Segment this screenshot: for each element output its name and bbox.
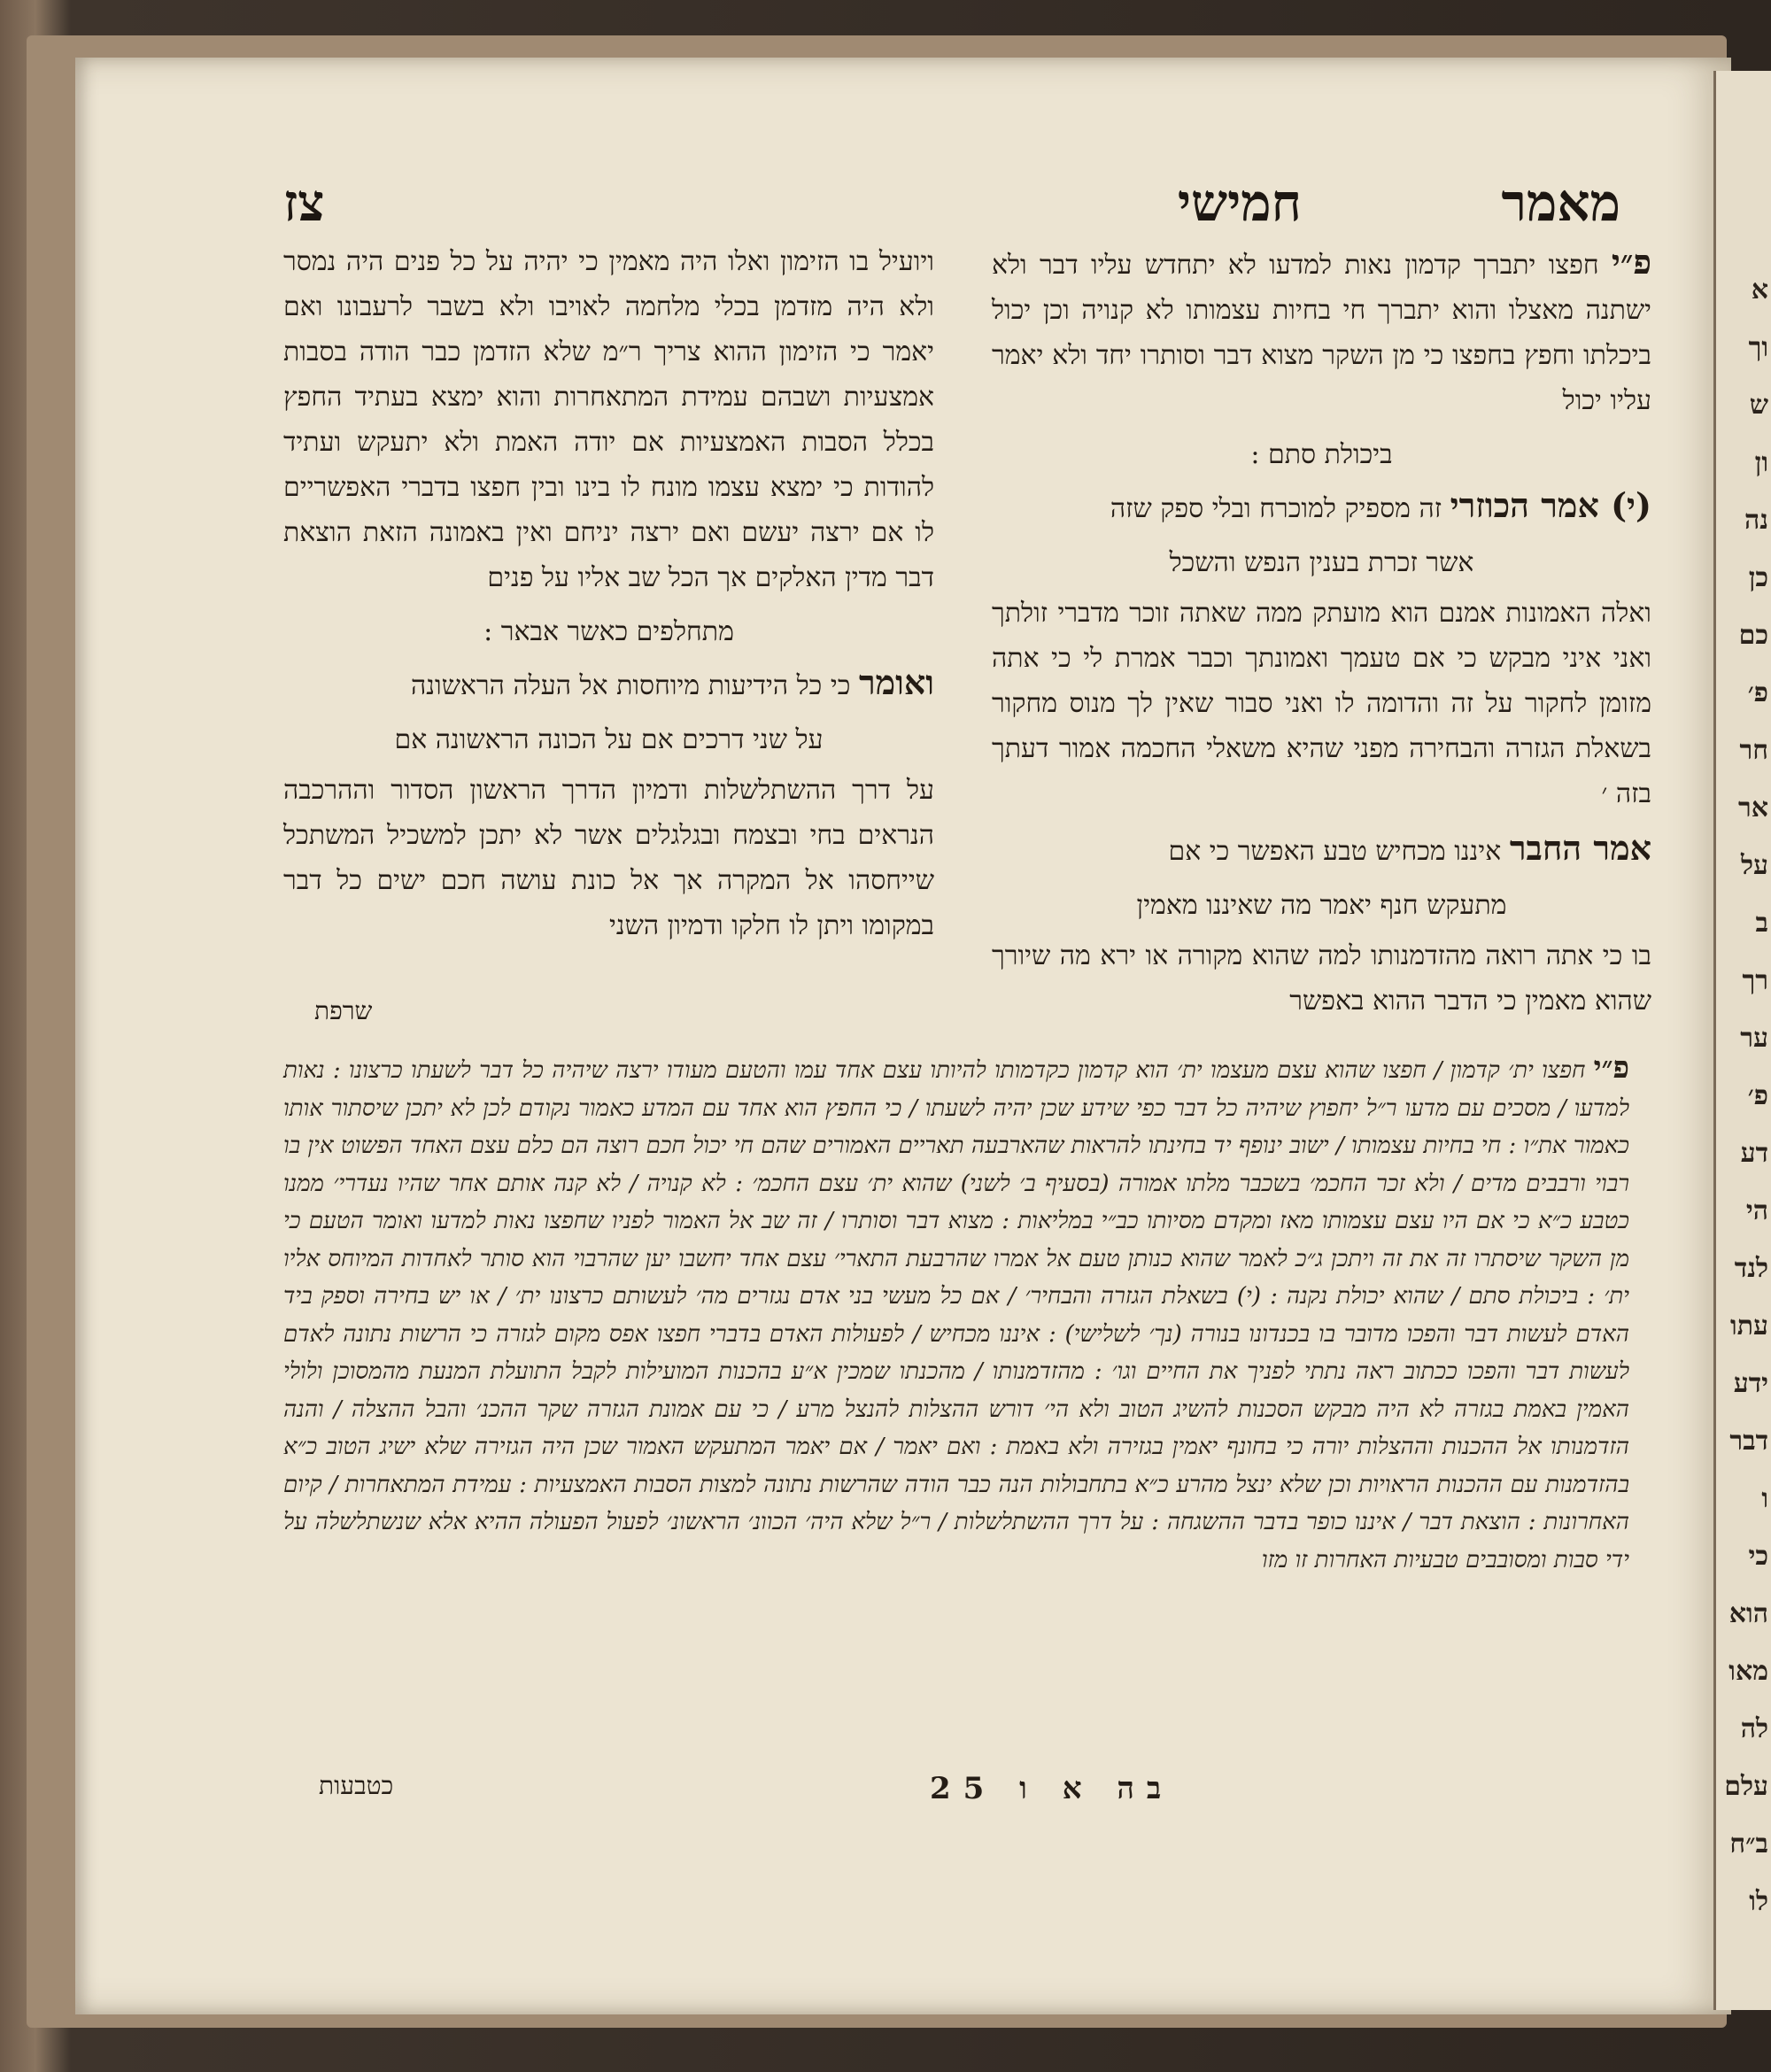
page-number: צז xyxy=(283,173,325,233)
signature-letters: בה א ו xyxy=(1019,1771,1174,1806)
adjacent-page-text: פ׳ xyxy=(1747,677,1768,708)
adjacent-page-text: הוא xyxy=(1728,1598,1768,1629)
paragraph xyxy=(992,825,1651,874)
paragraph xyxy=(992,239,1651,423)
adjacent-page-text: ידע xyxy=(1733,1368,1768,1399)
adjacent-page-text: חר xyxy=(1739,735,1768,766)
paragraph-continuation: מתעקש חנף יאמר מה שאיננו מאמין xyxy=(1136,890,1507,921)
adjacent-page-text: ון xyxy=(1754,447,1768,478)
signature-mark xyxy=(930,1771,1173,1806)
adjacent-page-text: ב xyxy=(1755,908,1768,939)
adjacent-page-text: לנד xyxy=(1734,1253,1768,1284)
right-text-column xyxy=(992,239,1651,1032)
paragraph-continuation: אשר זכרת בענין הנפש והשכל xyxy=(1169,547,1474,578)
adjacent-page-text: הי xyxy=(1745,1195,1768,1226)
adjacent-page-text: פ׳ xyxy=(1747,1080,1768,1111)
paragraph-end: מתחלפים כאשר אבאר : xyxy=(483,616,734,647)
adjacent-page-text: וך xyxy=(1748,332,1768,363)
header-title-word1: מאמר xyxy=(1501,173,1620,233)
adjacent-page-text: מאו xyxy=(1728,1656,1768,1687)
running-header xyxy=(283,173,1620,235)
adjacent-page-text: עלם xyxy=(1724,1771,1768,1802)
header-title-word2: חמישי xyxy=(1177,173,1302,233)
adjacent-page-text: לה xyxy=(1740,1713,1768,1744)
adjacent-page-text: כן xyxy=(1748,562,1768,593)
adjacent-page-text: דבר xyxy=(1729,1426,1768,1457)
paragraph-text: חפצו יתברך קדמון נאות למדעו לא יתחדש עליו דבר ולא ישתנה מאצלו והוא יתברך חי בחיות עצמותו לא קנויה וכן יכול ביכלתו וחפץ בחפצו כי מן השקר מצוא דבר וסותרו יחד ולא יאמר עליו יכול xyxy=(992,250,1651,416)
paragraph xyxy=(992,483,1651,531)
adjacent-page-text: ו xyxy=(1761,1483,1768,1514)
left-text-column xyxy=(283,239,934,957)
adjacent-page-fragment xyxy=(1713,71,1771,2010)
adjacent-page-text: דע xyxy=(1740,1138,1768,1169)
paragraph-lead: פ״י xyxy=(1611,242,1651,282)
adjacent-page-text: על xyxy=(1740,850,1768,881)
paragraph-text: בו כי אתה רואה מהזדמנותו למה שהוא מקורה או ירא מה שיורך שהוא מאמין כי הדבר ההוא באפשר xyxy=(992,940,1651,1017)
adjacent-page-text: עתו xyxy=(1730,1310,1768,1341)
adjacent-page-text: לו xyxy=(1749,1886,1768,1917)
adjacent-page-text: ש xyxy=(1749,390,1768,421)
adjacent-page-text: כי xyxy=(1748,1541,1768,1572)
adjacent-page-text: נה xyxy=(1744,505,1768,536)
paragraph-text: זה מספיק למוכרח ובלי ספק שזה xyxy=(1110,493,1442,524)
signature-number: 25 xyxy=(930,1771,997,1806)
adjacent-page-text: כם xyxy=(1738,620,1768,651)
notes-lead: פ״י xyxy=(1593,1050,1629,1086)
paragraph-text: ואלה האמונות אמנם הוא מועתק ממה שאתה זוכר מדברי זולתך ואני איני מבקש כי אם טעמך ואמונתך וכבר אמרת לי כי אתה מזומן לחקור על זה והדומה לו ואני סבור שאין לך מנוס מחקור בשאלת הגזרה והבחירה מפני שהיא משאלי החכמה אמור דעתך בזה ׳ xyxy=(992,598,1651,809)
speaker-heading: (י) אמר הכוזרי xyxy=(1450,485,1651,525)
adjacent-page-text: ער xyxy=(1740,1023,1768,1054)
paragraph-text: ויועיל בו הזימון ואלו היה מאמין כי יהיה על כל פנים היה נמסר ולא היה מזדמן בכלי מלחמה לאויבו ולא בשבר לרעבונו ואם יאמר כי הזימון ההוא צריך ר״מ שלא הזדמן כבר הודה בסבות אמצעיות ושבהם עמידת המתאחרות והוא ימצא בעתיד החפץ בכלל הסבות האמצעיות אם יודה האמת ולא יתעקש ועתיד להודות כי ימצא עצמו מונח לו בינו ובין חפצו בדברי האפשריים לו אם ירצה יעשם ואם ירצה יניחם ואין באמונה הזאת הוצאת דבר מדין האלקים אך הכל שב אליו על פנים xyxy=(283,246,934,593)
speaker-heading: אמר החבר xyxy=(1509,828,1651,868)
paragraph xyxy=(283,660,934,708)
paragraph-continuation: על שני דרכים אם על הכונה הראשונה אם xyxy=(394,724,824,755)
commentary-notes xyxy=(283,1049,1629,1579)
paragraph-text: איננו מכחיש טבע האפשר כי אם xyxy=(1168,836,1502,867)
adjacent-page-text: א xyxy=(1751,274,1768,305)
paragraph-text: על דרך ההשתלשלות ודמיון הדרך הראשון הסדור וההרכבה הנראים בחי ובצמח ובגלגלים אשר לא יתכן למשכיל המשתכל שייחסהו אל המקרה אך אל כונת עושה חכם ישים כל דבר במקומו ויתן לו חלקו ודמיון השני xyxy=(283,775,934,941)
adjacent-page-text: ב״ח xyxy=(1729,1828,1768,1859)
column-catchword: שרפת xyxy=(314,996,373,1025)
notes-text: חפצו ית׳ קדמון / חפצו שהוא עצם מעצמו ית׳ הוא קדמון כקדמותו להיותו עצם אחד עמו והטעם מעודו ירצה שיהיה כל דבר לשעתו כרצונו : נאות למדעו / מסכים עם מדעו ר״ל יחפוץ שיהיה כל דבר כפי שידע שכן יהיה לשעתו / כי החפץ הוא אחד עם המדע כאמור נקודם לכן לא יתכן שיסתור אותו כאמור את״ו : חי בחיות עצמותו / ישוב ינופף יד בחינתו להראות שהארבעה תאריים האמורים שהם חי יכול חכם רוצה הם כלם עצם האחד הפשוט אין בו רבוי ורבבים מדים / ולא זכר החכמ׳ בשכבר מלתו אמורה (בסעיף ב׳ לשני) שהוא ית׳ עצם החכמ׳ : לא קנויה / לא קנה אותם אחר שהיו נעדרי׳ ממנו כטבע כ״א כי אם היו עצם עצמותו מאז ומקדם מסיותו כב״י במליאות : מצוא דבר וסותרו / זה שב אל האמור לפניו שחפצו נאות למדעו ואומר הטעם כי מן השקר שיסתרו זה את זה ויתכן ג״כ לאמר שהוא כנותן טעם אל אמרו שהרבעת התארי׳ עצם אחד יחשבו יען שהרבוי הוא סותר לאחדות המיוחס אליו ית׳ : ביכולת סתם / שהוא יכולת נקנה : (י) בשאלת הגזרה והבחיר׳ / אם כל מעשי בני אדם נגזרים מה׳ לעשותם כרצונו ית׳ / או יש בחירה וספק ביד האדם לעשות דבר והפכו מדובר בו בכנדונו בנורה (נך׳ לשלישי) : איננו מכחיש / לפעולות האדם בדברי חפצו אפס מקום לגזרה כי הרשות נתונה לאדם לעשות דבר והפכו ככתוב ראה נתתי לפניך את החיים וגו׳ : מהזדמנותו / מהכנתו שמכין א״ע בהכנות המועילות לקבל התועלת המנעת מהמסוכן ולולי האמין באמת בגזרה לא היה מבקש הסכנות להשיג הטוב ולא הי׳ דורש ההצלות להנצל מרע / כי עם אמונת הגזרה שקר ההכנ׳ והבל ההצלה / והנה הזדמנותו אל ההכנות וההצלות יורה כי בחונף יאמין בגזירה ולא באמת : ואם יאמר / אם יאמר המתעקש האמור שכן היה הגזירה שלא ישיג הטוב כ״א בהזדמנות עם ההכנות הראויות וכן שלא ינצל מהרע כ״א בתחבולות הנה כבר הודה שהרשות נתונה למצות הסבות האמצעיות : עמידת המתאחרות / קיום האחרונות : הוצאת דבר / איננו כופר בדבר ההשגחה : על דרך ההשתלשלות / ר״ל שלא היה׳ הכוונ׳ הראשונ׳ לפעול הפעולה ההיא אלא שנשתלשלה על ידי סבות ומסובבים טבעיות האחרות זו מזו xyxy=(283,1057,1629,1573)
page-catchword: כטבעות xyxy=(319,1771,394,1800)
adjacent-page-text: רך xyxy=(1742,965,1768,996)
paragraph-end: ביכולת סתם : xyxy=(1250,439,1393,470)
paragraph-lead: ואומר xyxy=(858,662,934,702)
paragraph-text: כי כל הידיעות מיוחסות אל העלה הראשונה xyxy=(411,670,851,701)
adjacent-page-text: אר xyxy=(1738,792,1768,823)
